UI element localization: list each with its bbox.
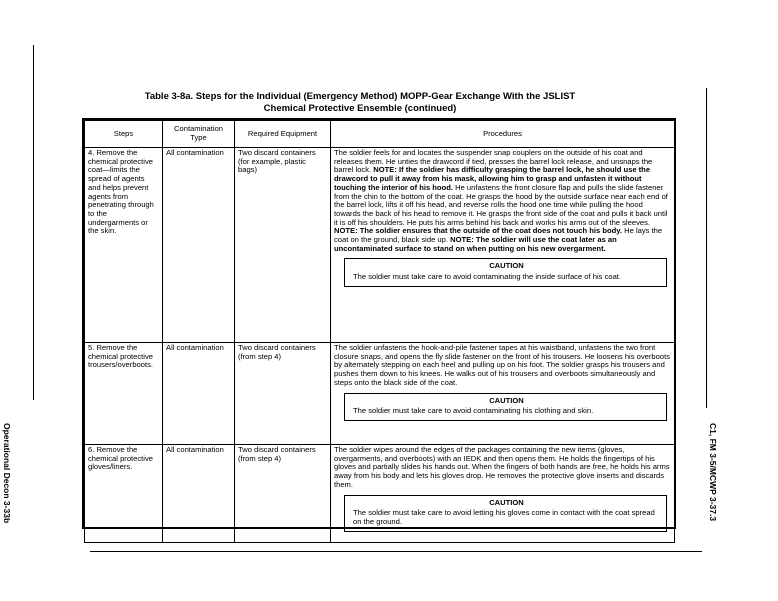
caution-title: CAUTION — [489, 261, 524, 271]
procedure-text-part: He lays the coat on the ground, black side up. — [334, 226, 663, 245]
procedure-text-part: He unfastens the front closure flap and pulls the slide fastener from the chin to the bottom of the coat. He grasps the hood by the outside surface near each end of the barrel lock, lifts it off his head, and reverse rolls the hood one time while pulling the hood towards the back of his head to remove it. He grasps the front side of the coat and pulls it back until it is off his shoulders. He puts his arms behind his back and works his arms out of the sleeves. — [334, 182, 668, 227]
procedure-text: The soldier wipes around the edges of the packages containing the new items (gloves, overgarments, and overboots) with an IEDK and then opens them. He holds the fingertips of his gloves and partially slides his hands out. When the fingers of both hands are free, he holds his arms away from his body and lets his gloves drop. He removes the protective glove inserts and discards them. — [334, 445, 670, 489]
caution-box — [344, 495, 667, 532]
header-row — [85, 121, 675, 148]
header-contamination-type: Contamination Type — [163, 121, 235, 148]
equipment-cell: Two discard containers (from step 4) — [235, 343, 331, 445]
left-margin-rule — [33, 45, 34, 400]
right-margin-rule — [706, 88, 707, 408]
procedure-cell — [331, 148, 675, 343]
procedure-note: NOTE: If the soldier has difficulty grasping the barrel lock, he should use the drawcord to pull it away from his mask, allowing him to grasp and unfasten it without touching the interior of his hood. — [334, 165, 651, 192]
caution-box — [344, 258, 667, 286]
bottom-rule — [90, 551, 702, 552]
procedure-text: The soldier unfastens the hook-and-pile fastener tapes at his waistband, unfastens the two front closure snaps, and opens the fly slide fastener on the front of his trousers. He loosens his overboots by alternately stepping on each heel and pulling up on his foot. The soldier grasps his trousers and pushes them down to his knees. He walks out of his trousers and overboots simultaneously and steps onto the black side of the coat. — [334, 343, 671, 387]
header-required-equipment: Required Equipment — [235, 121, 331, 148]
header-procedures: Procedures — [331, 121, 675, 148]
procedure-cell — [331, 343, 675, 445]
procedure-text — [334, 149, 671, 253]
header-steps: Steps — [85, 121, 163, 148]
caution-title: CAUTION — [489, 395, 524, 405]
page-footer-label: Operational Decon 3-33b — [2, 423, 12, 524]
equipment-cell: Two discard containers (from step 4) — [235, 445, 331, 543]
table-row — [85, 445, 675, 543]
procedures-table — [84, 120, 675, 543]
caution-box — [344, 393, 667, 421]
caution-text: The soldier must take care to avoid letting his gloves come in contact with the coat spread on the ground. — [353, 508, 655, 526]
equipment-cell: Two discard containers (for example, plastic bags) — [235, 148, 331, 343]
procedure-note: NOTE: The soldier will use the coat later as an uncontaminated surface to stand on when putting on his new overgarment. — [334, 235, 617, 253]
publication-id-label: C1, FM 3-5/MCWP 3-37.3 — [708, 423, 718, 522]
procedure-text-part: The soldier feels for and locates the suspender snap couplers on the outside of his coat and releases them. He unties the drawcord if tied, presses the barrel lock release, and unsnaps the barrel lock. — [334, 148, 653, 175]
step-cell: 4. Remove the chemical protective coat—limits the spread of agents and helps prevent agents from penetrating through to the undergarments or the skin. — [85, 148, 163, 343]
table-title — [120, 91, 600, 115]
step-cell: 6. Remove the chemical protective gloves/liners. — [85, 445, 163, 543]
table-title-line1: Table 3-8a. Steps for the Individual (Emergency Method) MOPP-Gear Exchange With the JSLIST — [144, 91, 576, 102]
caution-text: The soldier must take care to avoid contaminating his clothing and skin. — [353, 406, 594, 416]
procedure-note: NOTE: The soldier ensures that the outside of the coat does not touch his body. — [334, 226, 623, 236]
contamination-cell: All contamination — [163, 445, 235, 543]
table-row — [85, 343, 675, 445]
step-cell: 5. Remove the chemical protective trousers/overboots. — [85, 343, 163, 445]
contamination-cell: All contamination — [163, 148, 235, 343]
caution-title: CAUTION — [489, 497, 524, 507]
contamination-cell: All contamination — [163, 343, 235, 445]
caution-text: The soldier must take care to avoid contaminating the inside surface of his coat. — [353, 272, 622, 282]
table-title-line2: Chemical Protective Ensemble (continued) — [263, 103, 457, 114]
procedure-cell — [331, 445, 675, 543]
table-row — [85, 148, 675, 343]
